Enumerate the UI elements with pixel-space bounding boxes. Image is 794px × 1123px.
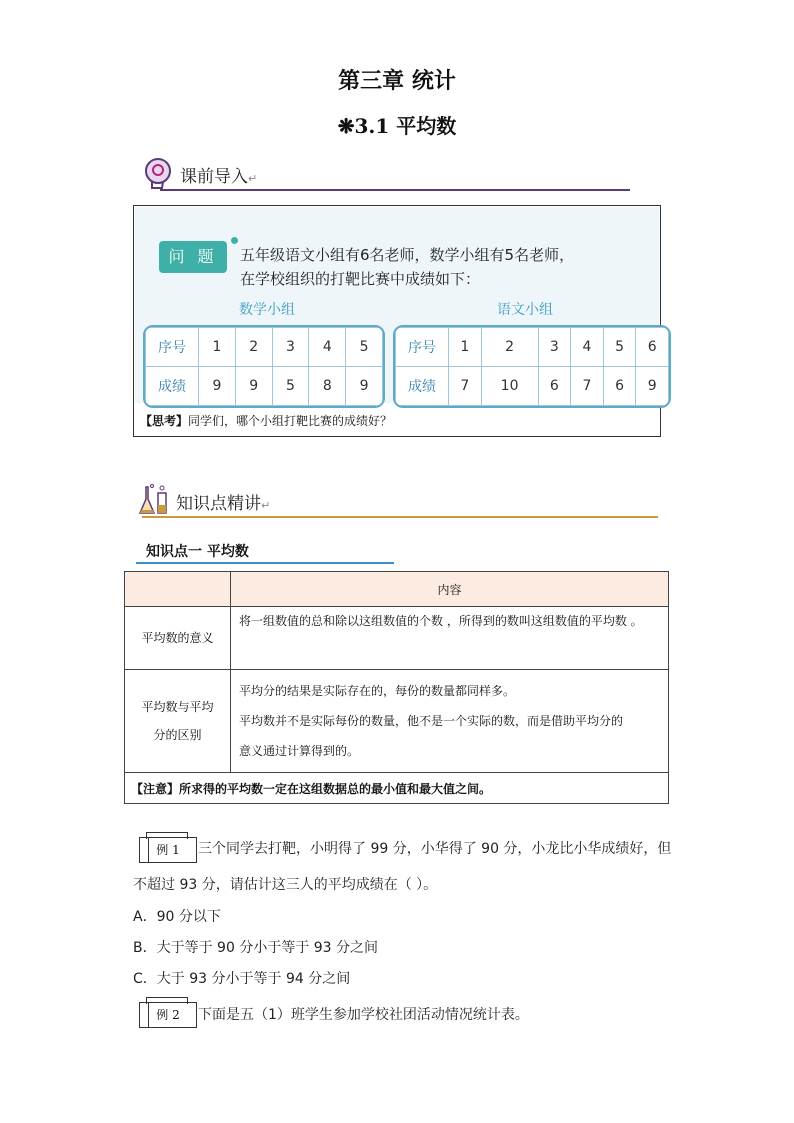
- chinese-score-table: [393, 325, 671, 408]
- row-header-index: 序号: [396, 328, 449, 367]
- table-cell: 3: [538, 328, 571, 367]
- table-cell: 7: [449, 367, 482, 406]
- head-thinking-icon: [142, 156, 176, 190]
- table-cell: 2: [481, 328, 538, 367]
- option-a: A．90 分以下: [133, 909, 221, 925]
- table-row: [396, 328, 669, 367]
- math-score-table: [143, 325, 385, 408]
- question-text: 五年级语文小组有6名老师，数学小组有5名老师， 在学校组织的打靶比赛中成绩如下：: [240, 246, 575, 288]
- table-cell: 4: [309, 328, 346, 367]
- table-row: [396, 367, 669, 406]
- table-header-content: 内容: [231, 572, 669, 607]
- badge-dot-icon: [231, 237, 238, 244]
- row-header-score: 成绩: [146, 367, 199, 406]
- table-cell: 6: [636, 328, 669, 367]
- note-cell: 【注意】所求得的平均数一定在这组数据总的最小值和最大值之间。: [125, 773, 669, 804]
- question-badge: 问 题: [159, 241, 227, 273]
- table-cell: 2: [235, 328, 272, 367]
- flask-icon: [138, 483, 172, 517]
- table-cell: 9: [235, 367, 272, 406]
- example-1-tag: 例 1: [139, 837, 197, 863]
- intro-question-box: [133, 205, 661, 437]
- option-c: C．大于 93 分小于等于 94 分之间: [133, 971, 351, 987]
- table-cell: 7: [571, 367, 604, 406]
- table-cell: 8: [309, 367, 346, 406]
- knowledge-point-underline: [136, 562, 394, 564]
- table-row: [146, 367, 383, 406]
- intro-section-header: [142, 156, 662, 192]
- example-2-text: 下面是五（1）班学生参加学校社团活动情况统计表。: [198, 1007, 529, 1023]
- table-header-empty: [125, 572, 231, 607]
- table-cell: 9: [199, 367, 236, 406]
- table-cell: 4: [571, 328, 604, 367]
- row-header-index: 序号: [146, 328, 199, 367]
- math-group-label: 数学小组: [239, 302, 295, 318]
- question-panel: [135, 207, 659, 403]
- intro-heading: 课前导入↵: [180, 167, 258, 187]
- table-cell: 5: [272, 367, 309, 406]
- table-cell: 5: [603, 328, 636, 367]
- table-row: [146, 328, 383, 367]
- knowledge-point-title: 知识点一 平均数: [146, 544, 249, 560]
- table-cell: 9: [636, 367, 669, 406]
- chapter-title: 第三章 统计: [338, 68, 456, 94]
- table-cell: 6: [538, 367, 571, 406]
- row-label: 平均数的意义: [125, 607, 231, 670]
- option-b: B．大于等于 90 分小于等于 93 分之间: [133, 940, 379, 956]
- table-row: [125, 607, 669, 670]
- table-cell: 10: [481, 367, 538, 406]
- table-cell: 6: [603, 367, 636, 406]
- table-header-row: [125, 572, 669, 607]
- row-header-score: 成绩: [396, 367, 449, 406]
- section-title: ❋3.1 平均数: [337, 114, 457, 138]
- example-1-text-line2: 不超过 93 分，请估计这三人的平均成绩在（ ）。: [133, 877, 438, 893]
- table-cell: 1: [449, 328, 482, 367]
- table-cell: 1: [199, 328, 236, 367]
- table-cell: 5: [346, 328, 383, 367]
- knowledge-section-header: [142, 483, 662, 519]
- table-cell: 3: [272, 328, 309, 367]
- think-prompt: 【思考】同学们，哪个小组打靶比赛的成绩好？: [140, 414, 393, 428]
- knowledge-divider: [142, 516, 658, 518]
- example-1-text-line1: 三个同学去打靶，小明得了 99 分，小华得了 90 分，小龙比小华成绩好，但: [198, 841, 672, 857]
- note-row: [125, 773, 669, 804]
- knowledge-table: [124, 571, 669, 804]
- example-2-tag: 例 2: [139, 1002, 197, 1028]
- knowledge-heading: 知识点精讲↵: [176, 494, 271, 514]
- row-content: 将一组数值的总和除以这组数值的个数 ，所得到的数叫这组数值的平均数 。: [231, 607, 669, 670]
- chinese-group-label: 语文小组: [497, 302, 553, 318]
- table-row: [125, 670, 669, 773]
- row-content: 平均分的结果是实际存在的，每份的数量都同样多。 平均数并不是实际每份的数量，他不是一个实际的数，而是借助平均分的 意义通过计算得到的。: [231, 670, 669, 773]
- row-label: 平均数与平均 分的区别: [125, 670, 231, 773]
- table-cell: 9: [346, 367, 383, 406]
- intro-divider: [160, 189, 630, 191]
